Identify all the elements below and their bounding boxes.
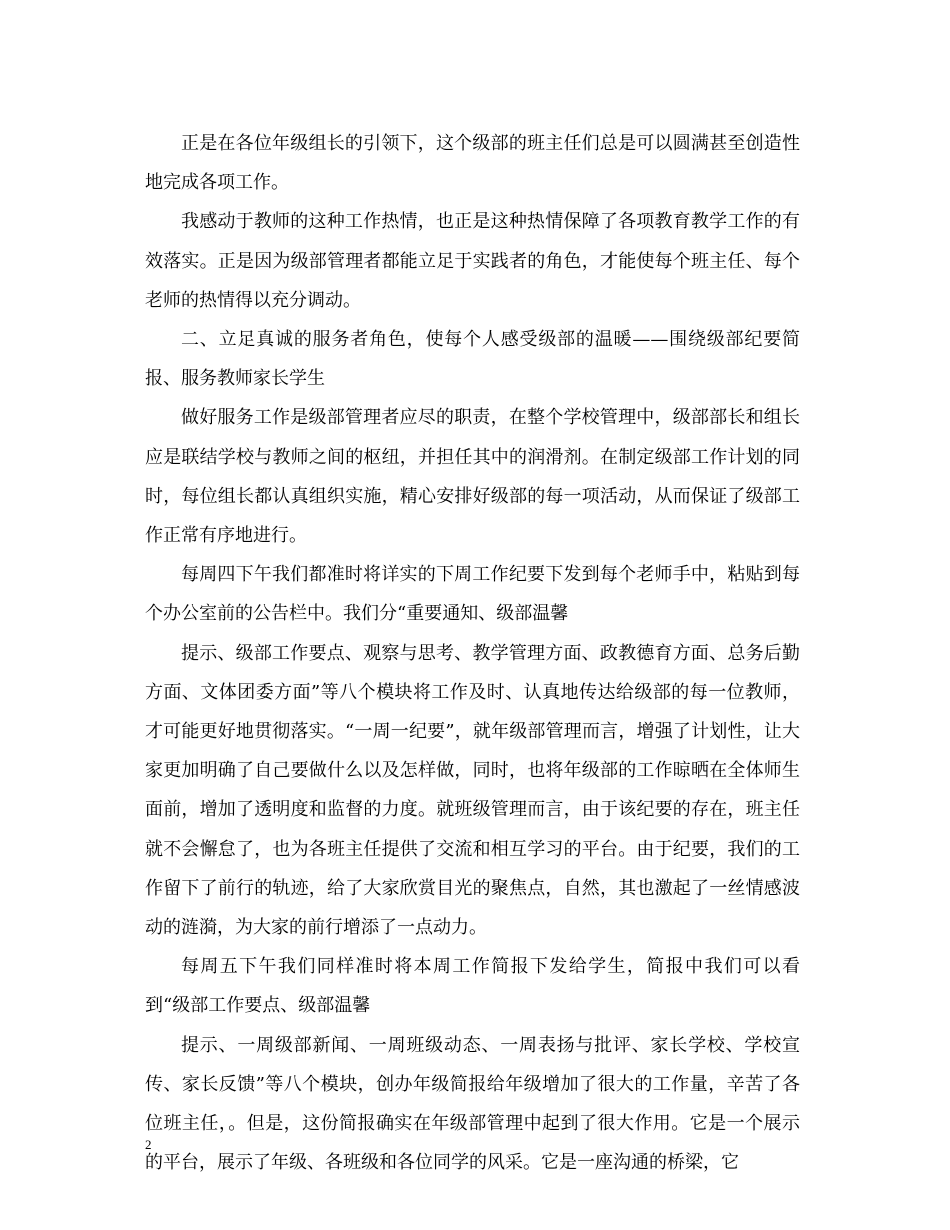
section-heading: 二、立足真诚的服务者角色，使每个人感受级部的温暖——围绕级部纪要简报、服务教师家长学生 (145, 329, 800, 390)
paragraph-3: 做好服务工作是级部管理者应尽的职责，在整个学校管理中，级部部长和组长应是联结学校与教师之间的枢纽，并担任其中的润滑剂。在制定级部工作计划的同时，每位组长都认真组织实施，精心安排好级部的每一项活动，从而保证了级部工作正常有序地进行。 (145, 407, 800, 547)
paragraph-2: 我感动于教师的这种工作热情，也正是这种热情保障了各项教育教学工作的有效落实。正是因为级部管理者都能立足于实践者的角色，才能使每个班主任、每个老师的热情得以充分调动。 (145, 211, 800, 311)
paragraph-5: 提示、级部工作要点、观察与思考、教学管理方面、政教德育方面、总务后勤方面、文体团委方面”等八个模块将工作及时、认真地传达给级部的每一位教师，才可能更好地贯彻落实。“一周一纪要”，就年级部管理而言，增强了计划性，让大家更加明确了自己要做什么以及怎样做，同时，也将年级部的工作晾晒在全体师生面前，增加了透明度和监督的力度。就班级管理而言，由于该纪要的存在，班主任就不会懈怠了，也为各班主任提供了交流和相互学习的平台。由于纪要，我们的工作留下了前行的轨迹，给了大家欣赏目光的聚焦点，自然，其也激起了一丝情感波动的涟漪，为大家的前行增添了一点动力。 (145, 642, 800, 939)
paragraph-4: 每周四下午我们都准时将详实的下周工作纪要下发到每个老师手中，粘贴到每个办公室前的公告栏中。我们分“重要通知、级部温馨 (145, 564, 800, 625)
paragraph-7: 提示、一周级部新闻、一周班级动态、一周表扬与批评、家长学校、学校宣传、家长反馈”等八个模块，创办年级简报给年级增加了很大的工作量，辛苦了各位班主任，。但是，这份简报确实在年级部管理中起到了很大作用。它是一个展示的平台，展示了年级、各班级和各位同学的风采。它是一座沟通的桥梁，它 (145, 1034, 800, 1174)
document-body (145, 124, 800, 1182)
paragraph-1: 正是在各位年级组长的引领下，这个级部的班主任们总是可以圆满甚至创造性地完成各项工作。 (145, 133, 800, 194)
page-number: 2 (145, 1137, 152, 1152)
paragraph-6: 每周五下午我们同样准时将本周工作简报下发给学生，简报中我们可以看到“级部工作要点、级部温馨 (145, 956, 800, 1017)
